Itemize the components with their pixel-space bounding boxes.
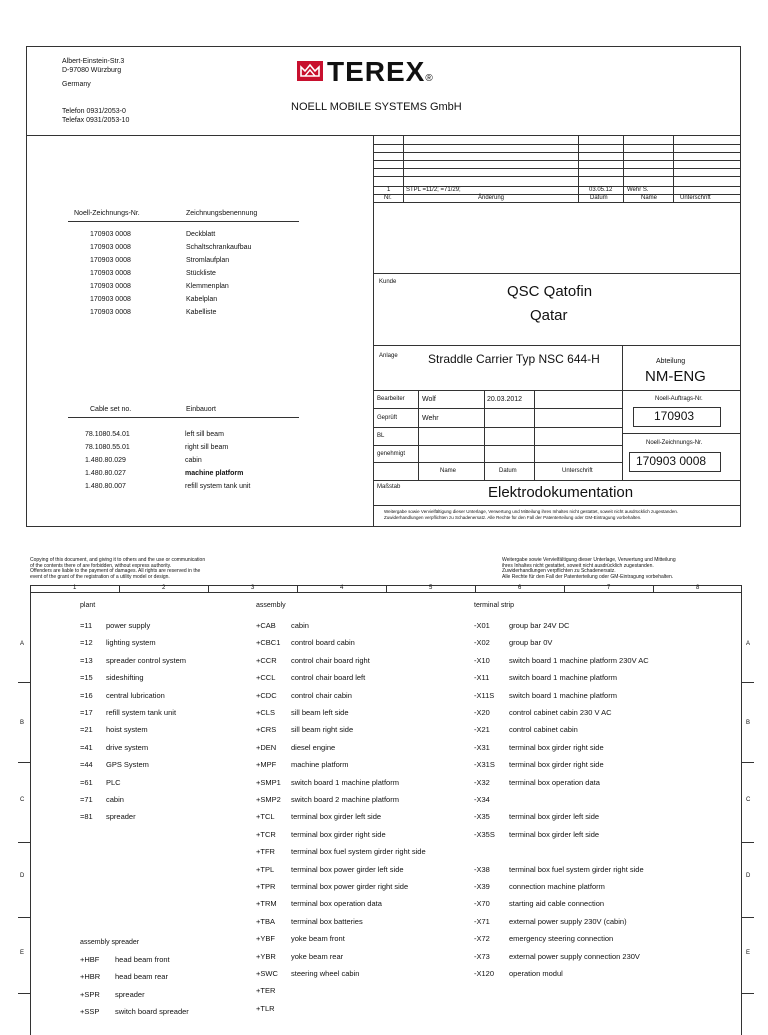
plant-item-description: refill system tank unit [106, 708, 177, 717]
drawing-row-name: Schaltschrankaufbau [186, 244, 252, 251]
terex-logo-icon [297, 61, 323, 81]
assembly-item-description: terminal box girder right side [291, 829, 386, 839]
cable-row-number: 1.480.80.029 [85, 457, 126, 464]
assembly-item-description: yoke beam front [291, 934, 345, 944]
assembly-item-description: steering wheel cabin [291, 969, 360, 978]
terminal-item-description: switch board 1 machine platform [509, 673, 617, 683]
plant-item-description: power supply [106, 621, 151, 630]
terminal-title: terminal strip [474, 602, 515, 609]
bearbeiter-label: Bearbeiter [377, 396, 405, 402]
logo-text: TEREX [327, 56, 426, 87]
plant-item-code: =12 [80, 638, 93, 648]
terex-wordmark [327, 56, 434, 88]
customer-name: QSC Qatofin [507, 283, 593, 300]
terminal-item-description: external power supply connection 230V [509, 951, 640, 961]
sig-sign-label: Unterschrift [562, 468, 593, 474]
row-letter: E [20, 950, 25, 956]
assembly-item-description: sill beam left side [291, 708, 349, 717]
drawing-row: 170903 0008 [90, 283, 131, 290]
assembly-item-code: +TPL [256, 864, 275, 874]
assembly-item-code: +SMP1 [256, 777, 281, 787]
assembly-item-code: +TCR [256, 829, 276, 839]
customer-country: Qatar [530, 307, 568, 324]
department: NM-ENG [645, 368, 706, 385]
row-letter: B [746, 720, 751, 726]
column-number: 7 [607, 585, 611, 591]
row-letter: C [746, 797, 751, 803]
terminal-item-code: -X35 [474, 812, 490, 822]
assembly-item-code: +CRS [256, 725, 277, 735]
drawing-col-number: Noell-Zeichnungs-Nr. [74, 210, 140, 217]
assembly-item-description: switch board 2 machine platform [291, 795, 399, 804]
plant-item-code: =81 [80, 812, 93, 822]
assembly-item-code: +CLS [256, 708, 275, 717]
drawing-row-name: Kabelliste [186, 309, 217, 316]
drawing-row: 170903 0008 [90, 244, 131, 251]
terminal-item-code: -X35S [474, 829, 495, 839]
terminal-item-code: -X120 [474, 969, 495, 978]
bearbeiter-name: Wolf [422, 396, 436, 403]
terminal-item-code: -X71 [474, 916, 490, 926]
plant-item-code: =44 [80, 760, 93, 770]
terminal-item-description: external power supply 230V (cabin) [509, 916, 627, 926]
terminal-item-description: control cabinet cabin 230 V AC [509, 708, 612, 717]
address-line: Albert-Einstein-Str.3 [62, 58, 125, 65]
copyright-en: Copying of this document, and giving it to others and the use or communication of the contents there of are forbidden, without express authority. Offenders are liable to the payment of damages. All rights are reserved in the event of the grant of the registration of a utility model or design. [30, 557, 206, 580]
fax-line: Telefax 0931/2053-10 [62, 117, 130, 124]
assembly-item-description: control chair cabin [291, 690, 352, 700]
assembly-item-description: switch board 1 machine platform [291, 777, 399, 787]
assembly-item-description: control chair board left [291, 673, 366, 683]
assembly-item-code: +YBR [256, 951, 276, 961]
terminal-item-description: emergency steering connection [509, 934, 614, 944]
terminal-item-code: -X70 [474, 899, 490, 909]
plant-item-code: =16 [80, 690, 93, 700]
plant-item-code: =11 [80, 621, 93, 630]
plant-item-code: =41 [80, 742, 93, 752]
kunde-label: Kunde [379, 279, 397, 285]
row-letter: A [746, 641, 751, 647]
drawing-row: 170903 0008 [90, 296, 131, 303]
spreader-item-code: +SPR [80, 989, 100, 999]
assembly-item-code: +CAB [256, 621, 276, 630]
massstab-label: Maßstab [377, 484, 401, 490]
plant-item-code: =15 [80, 673, 93, 683]
plant-item-description: lighting system [106, 638, 156, 648]
terminal-item-code: -X32 [474, 777, 490, 787]
terminal-item-description: switch board 1 machine platform 230V AC [509, 655, 649, 665]
column-number: 3 [251, 585, 255, 591]
drawing-row-name: Stückliste [186, 270, 216, 277]
assembly-item-description: diesel engine [291, 742, 336, 752]
revision-name: Wehr S. [627, 187, 649, 193]
terminal-item-description: terminal box girder right side [509, 742, 604, 752]
assembly-item-description: cabin [291, 621, 309, 630]
legal-footer-1: Weitergabe sowie Vervielfältigung dieser Unterlage, Verwertung und Mitteilung ihres Inhaltes nicht gestattet, soweit nicht ausdrücklich zugestanden. [384, 509, 679, 514]
spreader-item-description: spreader [115, 989, 145, 999]
order-number: 170903 [654, 409, 695, 423]
company-name: NOELL MOBILE SYSTEMS GmbH [291, 101, 462, 113]
plant-item-description: sideshifting [106, 673, 144, 683]
assembly-item-description: control chair board right [291, 655, 370, 665]
spreader-item-description: head beam rear [115, 972, 168, 982]
header-divider [26, 135, 741, 136]
assembly-item-description: terminal box operation data [291, 899, 382, 909]
assembly-item-description: machine platform [291, 760, 349, 770]
terminal-item-description: control cabinet cabin [509, 725, 578, 735]
bearbeiter-date: 20.03.2012 [487, 396, 523, 403]
header-change: Änderung [478, 195, 505, 201]
assembly-item-code: +CBC1 [256, 638, 281, 648]
anlage-label: Anlage [379, 353, 398, 359]
assembly-item-code: +TER [256, 986, 276, 996]
assembly-title: assembly [256, 602, 286, 609]
document-title: Elektrodokumentation [488, 484, 634, 501]
assembly-item-description: terminal box power girder right side [291, 882, 409, 891]
drawing-row-name: Stromlaufplan [186, 257, 230, 264]
assembly-item-code: +CDC [256, 690, 277, 700]
row-letter: E [746, 950, 751, 956]
terminal-item-description: terminal box girder left side [509, 812, 600, 822]
terminal-item-description: group bar 24V DC [509, 621, 570, 630]
row-letter: A [20, 641, 25, 647]
terminal-item-code: -X38 [474, 864, 490, 874]
terminal-item-code: -X72 [474, 934, 490, 944]
terminal-item-description: connection machine platform [509, 882, 605, 891]
assembly-item-code: +TRM [256, 899, 277, 909]
revision-nr: 1 [387, 187, 391, 193]
spreader-item-code: +HBF [80, 955, 100, 964]
assembly-item-code: +TBA [256, 916, 275, 926]
terminal-item-code: -X01 [474, 621, 490, 630]
column-number: 2 [162, 585, 166, 591]
assembly-item-description: yoke beam rear [291, 951, 344, 961]
address-line: Germany [62, 81, 91, 88]
cable-row-place: refill system tank unit [185, 483, 251, 490]
terminal-item-code: -X20 [474, 708, 490, 717]
cable-col-number: Cable set no. [90, 406, 132, 413]
cable-row-number: 78.1080.54.01 [85, 431, 130, 438]
cable-row-place: cabin [185, 457, 202, 464]
address-line: D-97080 Würzburg [62, 67, 122, 74]
geprueft-name: Wehr [422, 415, 439, 422]
assembly-item-code: +TCL [256, 812, 275, 822]
terminal-item-code: -X39 [474, 882, 490, 891]
phone-line: Telefon 0931/2053-0 [62, 108, 126, 115]
company-phone [62, 107, 129, 125]
sig-name-label: Name [440, 468, 457, 474]
assembly-item-code: +MPF [256, 760, 277, 770]
assembly-item-description: terminal box power girder left side [291, 864, 404, 874]
cable-row-place: machine platform [185, 470, 244, 477]
revision-change: STPL =11/2; =71/29; [406, 187, 461, 193]
assembly-item-code: +CCR [256, 655, 277, 665]
company-address [62, 57, 124, 89]
terminal-item-description: terminal box operation data [509, 777, 600, 787]
header-sign: Unterschrift [680, 195, 711, 201]
assembly-item-code: +TFR [256, 847, 275, 857]
geprueft-label: Geprüft [377, 415, 398, 421]
plant-item-code: =61 [80, 777, 93, 787]
assembly-item-description: terminal box fuel system girder right side [291, 847, 426, 857]
terminal-item-code: -X10 [474, 655, 490, 665]
terminal-item-code: -X21 [474, 725, 490, 735]
column-number: 5 [429, 585, 433, 591]
assembly-item-code: +SMP2 [256, 795, 281, 804]
drawing-row-name: Klemmenplan [186, 283, 229, 290]
plant-item-description: spreader [106, 812, 136, 822]
drawing-row: 170903 0008 [90, 309, 131, 316]
cable-row-place: right sill beam [185, 444, 229, 451]
spreader-item-description: head beam front [115, 955, 170, 964]
legal-footer-2: Zuwiderhandlungen verpflichten zu Schadenersatz. Alle Rechte für den Fall der Patenterteilung oder GM-Eintragung vorbehalten. [384, 515, 642, 520]
terminal-item-code: -X02 [474, 638, 490, 648]
spreader-item-code: +SSP [80, 1007, 100, 1017]
header-nr: Nr. [384, 195, 392, 201]
drawing-row: 170903 0008 [90, 270, 131, 277]
plant-item-description: drive system [106, 742, 149, 752]
column-number: 8 [696, 585, 700, 591]
terminal-item-description: operation modul [509, 969, 563, 978]
zeichnung-label: Noell-Zeichnungs-Nr. [646, 440, 703, 446]
plant-item-description: hoist system [106, 725, 148, 735]
row-letter: D [20, 873, 25, 879]
drawing-row-name: Deckblatt [186, 231, 216, 238]
terminal-item-code: -X11S [474, 690, 495, 700]
assembly-item-code: +CCL [256, 673, 276, 683]
index-frame [30, 585, 742, 1035]
plant-item-description: cabin [106, 795, 124, 804]
column-number: 6 [518, 585, 522, 591]
column-number: 1 [73, 585, 77, 591]
terminal-item-code: -X73 [474, 951, 490, 961]
cable-row-number: 1.480.80.027 [85, 470, 126, 477]
terminal-item-code: -X31S [474, 760, 495, 770]
copyright-de: Weitergabe sowie Vervielfältigung dieser Unterlage, Verwertung und Mitteilung ihres Inhaltes nicht gestattet, soweit nicht ausdrücklich zugestanden. Zuwiderhandlungen verpflichten zu Schadenersatz. Alle Rechte für den Fall der Patenterteilung oder GM-Eintragung vorbehalten. [502, 557, 676, 580]
assembly-item-code: +YBF [256, 934, 275, 944]
column-number: 4 [340, 585, 344, 591]
assembly-item-description: terminal box girder left side [291, 812, 382, 822]
cable-row-number: 1.480.80.007 [85, 483, 126, 490]
terminal-item-description: terminal box girder right side [509, 760, 604, 770]
terminal-item-description: terminal box fuel system girder right side [509, 864, 644, 874]
plant-item-description: PLC [106, 777, 121, 787]
abteilung-label: Abteilung [656, 358, 686, 365]
assembly-item-description: sill beam right side [291, 725, 354, 735]
cable-row-number: 78.1080.55.01 [85, 444, 130, 451]
auftrag-label: Noell-Auftrags-Nr. [655, 396, 703, 402]
plant-item-description: central lubrication [106, 690, 165, 700]
genehmigt-label: genehmigt [377, 451, 406, 457]
cable-row-place: left sill beam [185, 431, 224, 438]
terminal-item-description: switch board 1 machine platform [509, 690, 617, 700]
terminal-item-code: -X11 [474, 673, 490, 683]
plant-item-code: =21 [80, 725, 93, 735]
plant-item-description: GPS System [106, 760, 149, 770]
terminal-item-description: starting aid cable connection [509, 899, 605, 909]
terminal-item-code: -X34 [474, 795, 490, 804]
row-letter: D [746, 873, 751, 879]
row-letter: C [20, 797, 25, 803]
terminal-item-description: terminal box girder left side [509, 829, 600, 839]
assembly-item-description: control board cabin [291, 638, 355, 648]
revision-date: 03.05.12 [589, 187, 613, 193]
logo-registered: ® [425, 73, 434, 84]
drawing-col-name: Zeichnungsbenennung [186, 210, 258, 217]
plant-item-description: spreader control system [106, 655, 187, 665]
plant-item-code: =13 [80, 655, 93, 665]
cable-col-place: Einbauort [186, 406, 216, 413]
drawing-row: 170903 0008 [90, 257, 131, 264]
assembly-item-description: terminal box batteries [291, 916, 363, 926]
row-letter: B [20, 720, 25, 726]
drawing-row: 170903 0008 [90, 231, 131, 238]
header-name: Name [641, 195, 658, 201]
assembly-item-code: +TPR [256, 882, 276, 891]
assembly-item-code: +SWC [256, 969, 278, 978]
assembly-item-code: +DEN [256, 742, 277, 752]
plant-item-code: =71 [80, 795, 93, 804]
terminal-item-code: -X31 [474, 742, 490, 752]
drawing-row-name: Kabelplan [186, 296, 218, 303]
plant-type: Straddle Carrier Typ NSC 644-H [428, 352, 600, 366]
bl-label: BL [377, 433, 385, 439]
plant-title: plant [80, 602, 96, 609]
spreader-item-description: switch board spreader [115, 1007, 189, 1017]
terminal-item-description: group bar 0V [509, 638, 553, 648]
spreader-item-code: +HBR [80, 972, 101, 982]
spreader-title: assembly spreader [80, 939, 140, 946]
header-date: Datum [590, 195, 608, 201]
plant-item-code: =17 [80, 708, 93, 717]
assembly-item-code: +TLR [256, 1003, 275, 1013]
sig-date-label: Datum [499, 468, 517, 474]
drawing-number: 170903 0008 [636, 454, 707, 468]
